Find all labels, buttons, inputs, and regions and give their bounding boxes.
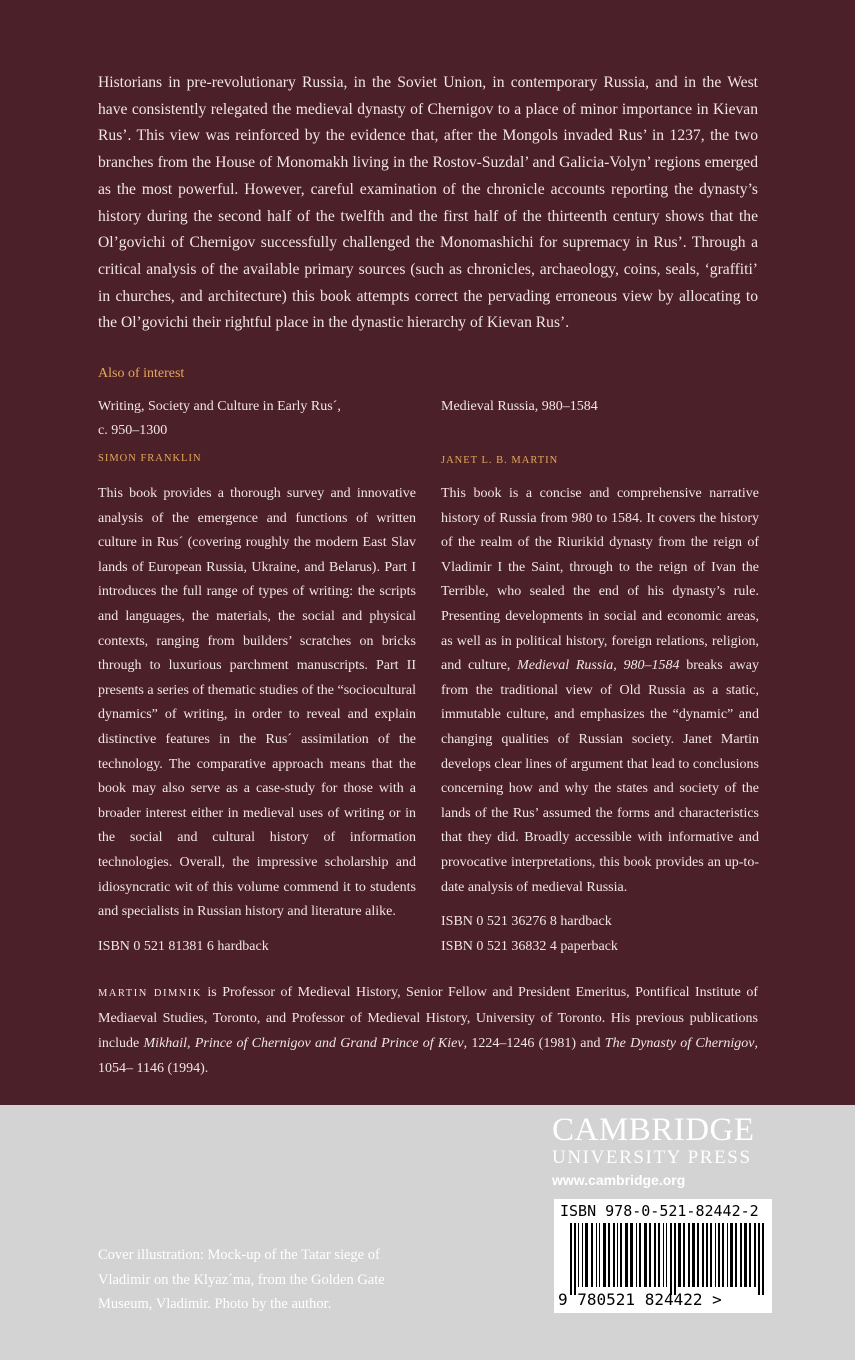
barcode-bar (636, 1223, 637, 1287)
barcode-bar (697, 1223, 699, 1287)
barcode-bar (666, 1223, 667, 1287)
barcode-bar (762, 1223, 764, 1295)
barcode-bar (722, 1223, 724, 1287)
barcode-bar (735, 1223, 737, 1287)
barcode-bar (596, 1223, 597, 1287)
barcode-bar (730, 1223, 733, 1287)
barcode-bar (710, 1223, 712, 1287)
publisher-press: UNIVERSITY PRESS (552, 1147, 752, 1168)
barcode-bar (758, 1223, 760, 1295)
cover-illustration-credit: Cover illustration: Mock-up of the Tatar siege of Vladimir on the Klyaz´ma, from the Golden Gate Museum, Vladimir. Photo by the author. (98, 1247, 385, 1313)
book-blurb: Historians in pre-revolutionary Russia, in the Soviet Union, in contemporary Russia, and in the West have consistently relegated the medieval dynasty of Chernigov to a place of minor importance in Kievan Rus’. This view was reinforced by the evidence that, after the Mongols invaded Rus’ in 1237, the two branches from the House of Monomakh living in the Rostov-Suzdal’ and Galicia-Volyn’ regions emerged as the most powerful. However, careful examination of the chronicle accounts reporting the dynasty’s history during the second half of the twelfth and the first half of the thirteenth century shows that the Ol’govichi of Chernigov successfully challenged the Monomashichi for supremacy in Rus’. Through a critical analysis of the available primary sources (such as chronicles, archaeology, coins, seals, ‘graffiti’ in churches, and architecture) this book attempts correct the pervading erroneous view by allocating to the Ol’govichi their rightful place in the dynastic hierarchy of Kievan Rus’. (98, 74, 758, 332)
barcode-bar (702, 1223, 704, 1287)
related-book-left (98, 395, 416, 959)
isbn-line: ISBN 0 521 36276 8 hardback (441, 914, 612, 930)
author-bio (98, 980, 758, 1081)
title-line-1: Medieval Russia, 980–1584 (441, 399, 598, 414)
barcode-bar (683, 1223, 685, 1287)
barcode-bar (663, 1223, 664, 1287)
barcode-bar (603, 1223, 606, 1287)
barcode-bar (599, 1223, 600, 1287)
barcode-bar (630, 1223, 633, 1287)
barcode-bar (740, 1223, 742, 1287)
description-part-1: This book is a concise and comprehensive narrative history of Russia from 980 to 1584. It covers the history of the realm of the Riurikid dynasty from the reign of Vladimir I the Saint, through to the reign of Ivan the Terrible, who sealed the end of his dynasty’s rule. Presenting developments in social and economic areas, as well as in political history, foreign relations, religion, and culture, (441, 486, 759, 674)
barcode-bar (620, 1223, 622, 1287)
barcode-bar (754, 1223, 756, 1287)
cover-lower-band (0, 1105, 855, 1360)
bio-work-1: Mikhail, Prince of Chernigov and Grand Prince of Kiev (143, 1036, 464, 1051)
barcode-bar (591, 1223, 593, 1287)
description-part-2: breaks away from the traditional view of Old Russia as a static, immutable culture, and emphasizes the “dynamic” and changing qualities of Russian society. Janet Martin develops clear lines of argument that lead to conclusions concerning how and why the states and society of the lands of the Rus’ assumed the forms and characteristics that they did. Broadly accessible with informative and provocative interpretations, this book provides an up-to-date analysis of medieval Russia. (441, 658, 759, 895)
publisher-logo (552, 1113, 782, 1189)
description-italic-title: Medieval Russia, 980–1584 (517, 658, 680, 674)
bio-text-3: , 1054– 1146 (1994). (98, 1036, 759, 1076)
related-book-isbns (441, 910, 759, 959)
barcode-bar (670, 1223, 672, 1295)
barcode-bar (692, 1223, 695, 1287)
barcode-bar (617, 1223, 618, 1287)
related-book-author: SIMON FRANKLIN (98, 453, 202, 464)
barcode-bar (658, 1223, 660, 1287)
publisher-url: www.cambridge.org (552, 1172, 686, 1188)
title-line-2: c. 950–1300 (98, 423, 168, 438)
barcode-bar (727, 1223, 728, 1287)
barcode-bar (613, 1223, 615, 1287)
barcode-bar (678, 1223, 681, 1287)
isbn-line: ISBN 0 521 81381 6 hardback (98, 938, 269, 954)
barcode-bar (706, 1223, 708, 1287)
title-line-1: Writing, Society and Culture in Early Rus´, (98, 399, 341, 414)
author-name: MARTIN DIMNIK (98, 988, 202, 999)
barcode-bar (574, 1223, 576, 1295)
barcode-bar (718, 1223, 720, 1287)
barcode-bar (649, 1223, 651, 1287)
isbn-barcode (554, 1199, 772, 1313)
barcode-digits: 9 780521 824422 > (558, 1290, 722, 1309)
related-book-right (441, 395, 759, 959)
related-book-description (441, 482, 759, 900)
bio-text-1: is Professor of Medieval History, Senior Fellow and President Emeritus, Pontifical Institute of Mediaeval Studies, Toronto, and Professor of Medieval History, University of Toronto. His previous publications include (98, 985, 758, 1051)
barcode-bar (644, 1223, 647, 1287)
barcode-bar (639, 1223, 641, 1287)
bio-text-2: , 1224–1246 (1981) and (463, 1036, 601, 1051)
related-book-title (441, 395, 759, 443)
barcode-bar (654, 1223, 656, 1287)
publisher-name: CAMBRIDGE (552, 1112, 755, 1148)
barcode-bar (585, 1223, 588, 1287)
barcode-bar (582, 1223, 583, 1287)
also-of-interest-heading: Also of interest (98, 366, 185, 381)
related-book-isbns (98, 935, 416, 960)
barcode-bar (625, 1223, 628, 1287)
barcode-bar (715, 1223, 716, 1287)
barcode-bar (608, 1223, 610, 1287)
barcode-bar (578, 1223, 579, 1287)
barcode-bar (674, 1223, 676, 1295)
barcode-bar (570, 1223, 572, 1295)
related-book-description: This book provides a thorough survey and innovative analysis of the emergence and functions of written culture in Rus´ (covering roughly the modern East Slav lands of European Russia, Ukraine, and Belarus). Part I introduces the full range of types of writing: the scripts and languages, the materials, the social and physical contexts, ranging from builders’ scratches on bricks through to luxurious parchment manuscripts. Part II presents a series of thematic studies of the “sociocultural dynamics” of writing, in order to reveal and explain distinctive features in the Rus´ assimilation of the technology. The comparative approach means that the book may also serve as a case-study for those with a broader interest either in medieval uses of writing or in the social and cultural history of information technologies. Overall, the impressive scholarship and idiosyncratic wit of this volume commend it to students and specialists in Russian history and literature alike. (98, 486, 417, 920)
barcode-bar (688, 1223, 690, 1287)
related-book-author: JANET L. B. MARTIN (441, 455, 559, 466)
related-book-title (98, 395, 416, 443)
barcode-isbn-label: ISBN 978-0-521-82442-2 (560, 1202, 759, 1220)
bio-work-2: The Dynasty of Chernigov (604, 1036, 755, 1051)
isbn-line: ISBN 0 521 36832 4 paperback (441, 938, 618, 954)
barcode-bar (744, 1223, 747, 1287)
barcode-bar (749, 1223, 751, 1287)
